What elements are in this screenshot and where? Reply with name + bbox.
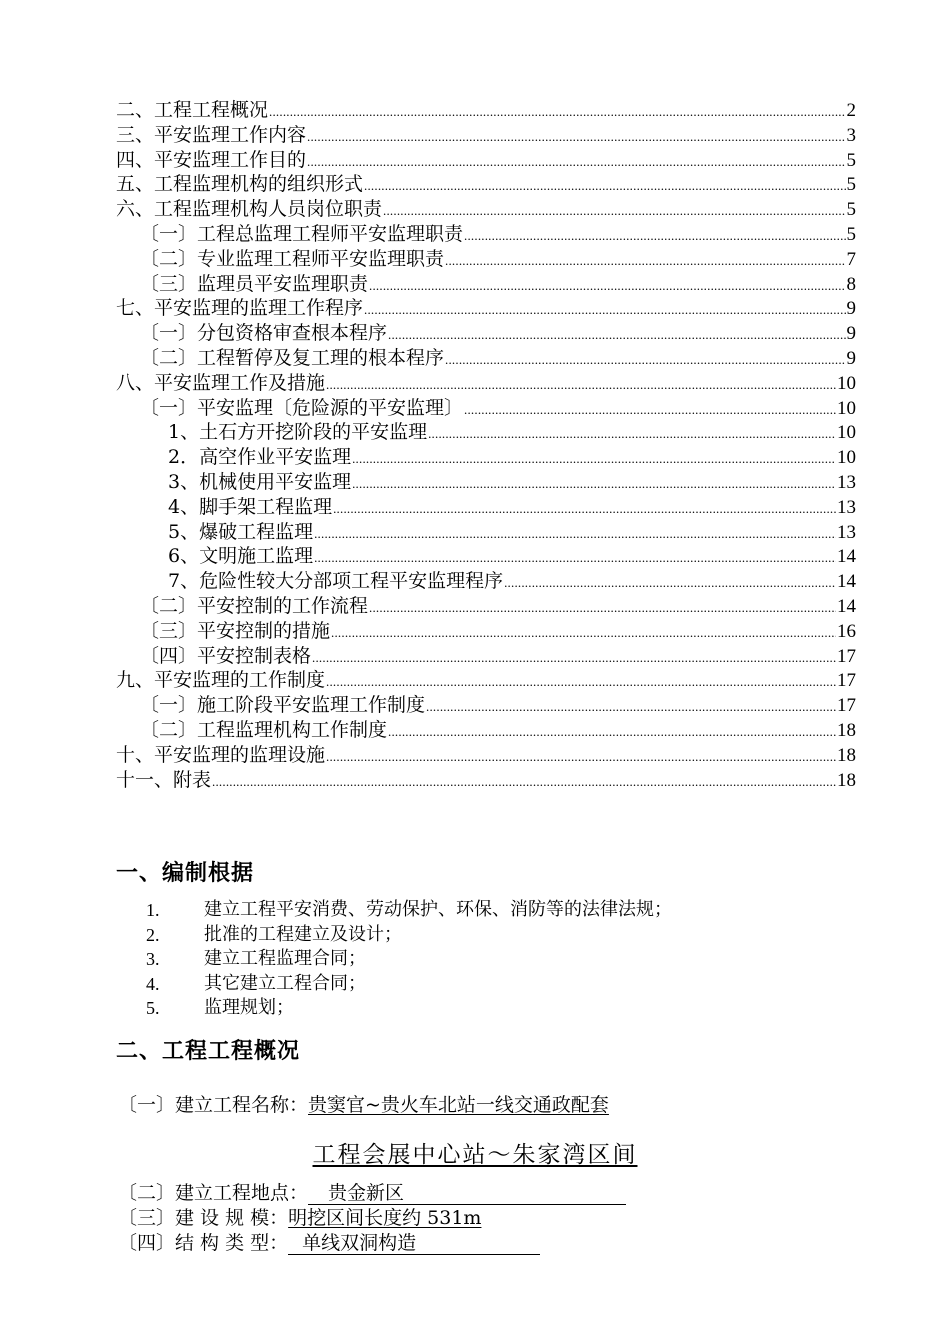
- project-structure-label: 〔四〕结 构 类 型：: [118, 1232, 289, 1254]
- toc-dot-leader: [426, 695, 836, 720]
- list-item-text: 监理规划；: [204, 997, 294, 1018]
- toc-entry[interactable]: [116, 148, 856, 173]
- toc-entry-page: 14: [837, 595, 856, 617]
- toc-entry[interactable]: [116, 495, 856, 520]
- project-location-value: 贵金新区: [308, 1182, 626, 1205]
- toc-entry-title: 〔二〕平安控制的工作流程: [140, 594, 369, 617]
- toc-dot-leader: [364, 174, 845, 199]
- toc-dot-leader: [212, 770, 836, 795]
- toc-entry[interactable]: [116, 569, 856, 594]
- toc-entry-title: 十、平安监理的监理设施: [116, 743, 326, 766]
- toc-entry-page: 7: [846, 248, 856, 270]
- list-item-text: 建立工程平安消费、劳动保护、环保、消防等的法律法规；: [204, 899, 672, 920]
- toc-entry-page: 10: [837, 422, 856, 444]
- toc-entry-title: 〔二〕专业监理工程师平安监理职责: [140, 247, 445, 270]
- toc-entry-page: 16: [837, 620, 856, 642]
- toc-entry[interactable]: [116, 222, 856, 247]
- toc-entry-page: 9: [846, 347, 856, 369]
- toc-dot-leader: [504, 571, 836, 596]
- list-item-number: 1.: [146, 900, 160, 920]
- toc-dot-leader: [445, 348, 845, 373]
- toc-entry-title: 五、工程监理机构的组织形式: [116, 173, 364, 196]
- toc-entry-page: 5: [846, 149, 856, 171]
- list-item: [146, 972, 672, 997]
- toc-entry-title: 〔四〕平安控制表格: [140, 644, 312, 667]
- toc-entry-title: 〔一〕工程总监理工程师平安监理职责: [140, 222, 464, 245]
- toc-entry[interactable]: [116, 445, 856, 470]
- toc-entry-page: 5: [846, 199, 856, 221]
- toc-entry[interactable]: [116, 321, 856, 346]
- toc-entry-page: 2: [846, 100, 856, 121]
- toc-entry[interactable]: [116, 544, 856, 569]
- toc-entry-title: 七、平安监理的监理工作程序: [116, 297, 364, 320]
- toc-entry[interactable]: [116, 371, 856, 396]
- toc-entry-title: 十一、附表: [116, 768, 212, 791]
- toc-entry[interactable]: [116, 247, 856, 272]
- table-of-contents: [116, 98, 856, 792]
- project-name-field: [118, 1090, 609, 1117]
- toc-entry-page: 9: [846, 323, 856, 345]
- basis-list: [146, 898, 672, 1021]
- toc-entry-page: 10: [837, 447, 856, 469]
- toc-dot-leader: [369, 596, 836, 621]
- toc-entry-title: 〔三〕监理员平安监理职责: [140, 272, 369, 295]
- toc-entry[interactable]: [116, 346, 856, 371]
- toc-entry[interactable]: [116, 396, 856, 421]
- toc-entry-page: 5: [846, 174, 856, 196]
- toc-entry-title: 〔一〕平安监理〔危险源的平安监理〕: [140, 396, 464, 419]
- toc-dot-leader: [388, 720, 836, 745]
- project-name-value: 贵窦官~贵火车北站一线交通政配套: [308, 1094, 609, 1116]
- list-item-number: 4.: [146, 973, 160, 994]
- toc-dot-leader: [464, 224, 845, 249]
- toc-entry[interactable]: [116, 272, 856, 297]
- toc-entry-title: 5、爆破工程监理: [168, 520, 314, 543]
- toc-entry-title: 四、平安监理工作目的: [116, 148, 307, 171]
- toc-entry-title: 2．高空作业平安监理: [168, 446, 352, 469]
- toc-dot-leader: [388, 323, 845, 348]
- project-location-label: 〔二〕建立工程地点：: [118, 1182, 309, 1204]
- toc-dot-leader: [307, 125, 845, 150]
- list-item-text: 批准的工程建立及设计；: [204, 923, 402, 945]
- toc-entry[interactable]: [116, 743, 856, 768]
- toc-entry-page: 8: [846, 273, 856, 295]
- toc-entry[interactable]: [116, 619, 856, 644]
- toc-entry[interactable]: [116, 644, 856, 669]
- toc-entry[interactable]: [116, 470, 856, 495]
- list-item: [146, 996, 672, 1021]
- toc-entry-title: 〔三〕平安控制的措施: [140, 619, 331, 642]
- toc-entry-title: 〔二〕工程监理机构工作制度: [140, 718, 388, 741]
- toc-dot-leader: [352, 472, 836, 497]
- toc-dot-leader: [428, 422, 836, 447]
- list-item-text: 其它建立工程合同；: [204, 972, 366, 994]
- toc-entry-page: 10: [837, 397, 856, 419]
- toc-entry-page: 17: [837, 695, 856, 717]
- toc-dot-leader: [326, 373, 836, 398]
- toc-entry-title: 〔一〕施工阶段平安监理工作制度: [140, 694, 426, 717]
- toc-entry-page: 3: [846, 124, 856, 146]
- toc-entry-page: 9: [846, 298, 856, 320]
- toc-entry-page: 18: [837, 769, 856, 791]
- toc-dot-leader: [314, 522, 836, 547]
- toc-entry-title: 〔二〕工程暂停及复工理的根本程序: [140, 346, 445, 369]
- toc-entry[interactable]: [116, 668, 856, 693]
- toc-entry-title: 4、脚手架工程监理: [168, 495, 333, 518]
- toc-entry-title: 三、平安监理工作内容: [116, 123, 307, 146]
- project-scale-label: 〔三〕建 设 规 模：: [118, 1207, 289, 1229]
- toc-entry[interactable]: [116, 594, 856, 619]
- toc-entry[interactable]: [116, 718, 856, 743]
- toc-entry[interactable]: [116, 520, 856, 545]
- toc-entry[interactable]: [116, 693, 856, 718]
- project-location-field: [118, 1178, 626, 1205]
- toc-entry-title: 六、工程监理机构人员岗位职责: [116, 198, 383, 221]
- toc-dot-leader: [331, 621, 836, 646]
- toc-entry-title: 二、工程工程概况: [116, 99, 269, 121]
- section-heading-basis: 一、编制根据: [116, 861, 255, 886]
- toc-entry-page: 5: [846, 223, 856, 245]
- toc-entry[interactable]: [116, 768, 856, 793]
- toc-entry-title: 〔一〕分包资格审查根本程序: [140, 322, 388, 345]
- toc-entry-page: 18: [837, 719, 856, 741]
- toc-entry-page: 13: [837, 471, 856, 493]
- toc-dot-leader: [269, 100, 845, 125]
- toc-dot-leader: [383, 199, 845, 224]
- toc-entry-title: 九、平安监理的工作制度: [116, 669, 326, 692]
- toc-entry-page: 17: [837, 645, 856, 667]
- toc-entry[interactable]: [116, 197, 856, 222]
- toc-entry[interactable]: [116, 296, 856, 321]
- toc-entry[interactable]: [116, 420, 856, 445]
- toc-entry-page: 18: [837, 744, 856, 766]
- toc-entry-title: 6、文明施工监理: [168, 545, 314, 568]
- project-structure-value: 单线双洞构造: [288, 1232, 540, 1255]
- list-item-number: 3.: [146, 949, 160, 969]
- toc-entry[interactable]: [116, 172, 856, 197]
- toc-entry-page: 17: [837, 670, 856, 692]
- toc-dot-leader: [326, 670, 836, 695]
- toc-entry-title: 八、平安监理工作及措施: [116, 371, 326, 394]
- list-item-number: 2.: [146, 924, 160, 945]
- list-item-text: 建立工程监理合同；: [204, 948, 366, 969]
- project-name-label: 〔一〕建立工程名称：: [118, 1094, 309, 1116]
- project-scale-value: 明挖区间长度约 531m: [288, 1207, 482, 1229]
- toc-entry-title: 7、危险性较大分部项工程平安监理程序: [168, 570, 504, 593]
- list-item: [146, 947, 672, 972]
- toc-entry-page: 14: [837, 546, 856, 568]
- toc-entry-title: 1、土石方开挖阶段的平安监理: [168, 421, 428, 444]
- list-item: [146, 898, 672, 923]
- toc-entry-page: 13: [837, 521, 856, 543]
- project-scale-field: [118, 1203, 481, 1230]
- toc-entry[interactable]: [116, 123, 856, 148]
- list-item: [146, 923, 672, 948]
- list-item-number: 5.: [146, 998, 160, 1018]
- project-structure-field: [118, 1228, 540, 1255]
- toc-dot-leader: [312, 646, 836, 671]
- toc-dot-leader: [314, 546, 836, 571]
- project-name-line2: 工程会展中心站～朱家湾区间: [312, 1142, 638, 1168]
- toc-dot-leader: [333, 497, 836, 522]
- toc-dot-leader: [369, 274, 845, 299]
- toc-entry-page: 14: [837, 571, 856, 593]
- toc-entry[interactable]: [116, 98, 856, 123]
- toc-dot-leader: [326, 745, 836, 770]
- toc-entry-title: 3、机械使用平安监理: [168, 470, 352, 493]
- toc-dot-leader: [464, 398, 836, 423]
- toc-entry-page: 13: [837, 496, 856, 518]
- toc-dot-leader: [307, 150, 845, 175]
- section-heading-overview: 二、工程工程概况: [116, 1039, 301, 1064]
- toc-dot-leader: [364, 298, 845, 323]
- toc-dot-leader: [445, 249, 845, 274]
- toc-dot-leader: [352, 447, 836, 472]
- toc-entry-page: 10: [837, 372, 856, 394]
